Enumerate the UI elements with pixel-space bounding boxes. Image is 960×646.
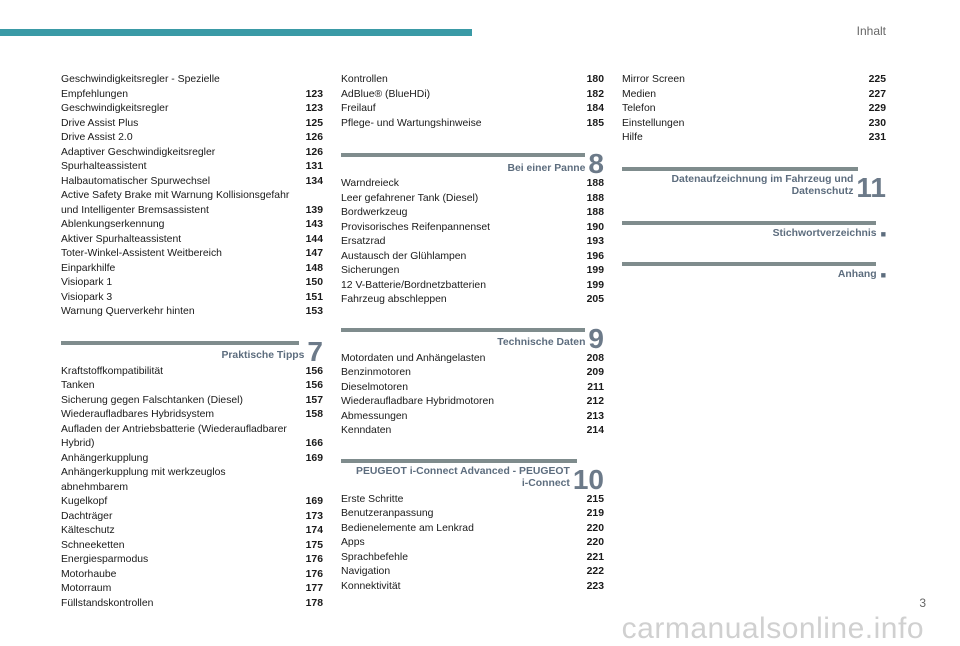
toc-entry-page: 178	[305, 597, 323, 609]
toc-entry-page: 176	[305, 554, 323, 565]
toc-entry-title: Kenndaten	[341, 425, 392, 436]
toc-entry-title: Motorraum	[61, 583, 112, 594]
toc-entry-page: 148	[305, 262, 323, 274]
toc-entry-page: 188	[586, 178, 604, 189]
toc-entry-page: 221	[586, 551, 604, 563]
toc-entry[interactable]	[61, 204, 323, 219]
section-rule	[622, 167, 858, 171]
toc-entry-title: Warndreieck	[341, 178, 399, 189]
toc-entry-page: 182	[586, 88, 604, 100]
toc-entry-title: Anhängerkupplung mit werkzeuglos abnehmbarem	[61, 467, 226, 493]
toc-entry[interactable]	[61, 539, 323, 554]
toc-entry-page: 125	[305, 117, 323, 129]
toc-entry-page: 212	[586, 396, 604, 407]
header-accent-bar	[0, 29, 472, 36]
toc-entry[interactable]	[341, 206, 604, 221]
toc-entry-page: 147	[305, 248, 323, 259]
section-heading-11	[622, 167, 886, 203]
toc-entry-page: 156	[305, 380, 323, 391]
toc-entry-title: Drive Assist Plus	[61, 117, 139, 129]
toc-entry-page: 193	[586, 236, 604, 247]
toc-entry[interactable]	[341, 293, 604, 308]
toc-entry-page: 131	[305, 161, 323, 172]
toc-entry[interactable]	[622, 73, 886, 88]
toc-entry[interactable]	[61, 394, 323, 409]
toc-entry-title: Visiopark 3	[61, 291, 113, 303]
section-title	[672, 167, 854, 199]
section-title-line-2: Datenschutz	[791, 186, 854, 197]
toc-entry[interactable]	[622, 102, 886, 117]
toc-entry-title: Erste Schritte	[341, 493, 404, 505]
toc-entry-page: 139	[305, 204, 323, 216]
toc-entry-title: Geschwindigkeitsregler - Spezielle	[61, 74, 220, 85]
toc-entry-title: Medien	[622, 88, 657, 100]
toc-entry[interactable]	[61, 247, 323, 262]
section-rule	[341, 459, 577, 463]
toc-entry-page: 188	[586, 207, 604, 218]
toc-entry[interactable]	[61, 131, 323, 146]
toc-entry[interactable]	[61, 553, 323, 568]
toc-entry[interactable]	[61, 291, 323, 306]
toc-entry-page: 209	[586, 367, 604, 378]
toc-entry-title: Wiederaufladbare Hybridmotoren	[341, 396, 495, 407]
toc-list	[61, 365, 323, 612]
toc-entry-page: 205	[586, 294, 604, 305]
toc-entry[interactable]	[341, 192, 604, 207]
toc-entry[interactable]	[341, 264, 604, 279]
toc-entry[interactable]	[61, 175, 323, 190]
toc-entry-page: 126	[305, 132, 323, 143]
toc-entry[interactable]	[341, 88, 604, 103]
toc-entry-title: Einstellungen	[622, 117, 685, 129]
toc-entry-title: Halbautomatischer Spurwechsel	[61, 175, 211, 187]
toc-entry-page: 180	[586, 74, 604, 85]
toc-entry-title: Visiopark 1	[61, 277, 113, 288]
toc-entry[interactable]	[61, 423, 323, 438]
toc-entry-title: 12 V-Batterie/Bordnetzbatterien	[341, 279, 486, 291]
section-title: Stichwortverzeichnis	[772, 227, 877, 239]
toc-entry-page: 196	[586, 250, 604, 262]
toc-entry-title: Schneeketten	[61, 539, 125, 551]
toc-entry-page: 153	[305, 306, 323, 317]
toc-entry-title: Mirror Screen	[622, 74, 685, 85]
toc-entry-title: Geschwindigkeitsregler	[61, 103, 169, 114]
toc-entry[interactable]	[341, 536, 604, 551]
toc-list	[341, 352, 604, 439]
toc-entry-title: Leer gefahrener Tank (Diesel)	[341, 192, 479, 204]
toc-column-3	[622, 73, 886, 284]
toc-entry-title: Ablenkungserkennung	[61, 219, 165, 230]
toc-entry-page: 134	[305, 175, 323, 187]
toc-entry[interactable]	[61, 160, 323, 175]
toc-entry-page: 213	[586, 410, 604, 422]
toc-entry-title: Empfehlungen	[61, 88, 129, 100]
toc-entry[interactable]	[61, 218, 323, 233]
toc-entry-title: Konnektivität	[341, 580, 401, 592]
toc-entry-title: Dieselmotoren	[341, 381, 408, 393]
toc-entry-page: 123	[305, 88, 323, 100]
toc-entry-page: 220	[586, 522, 604, 534]
toc-entry-page: 199	[586, 265, 604, 276]
toc-entry[interactable]	[341, 177, 604, 192]
toc-entry-title: Sicherungen	[341, 265, 400, 276]
square-icon: ■	[880, 270, 886, 280]
toc-entry-title: Fahrzeug abschleppen	[341, 294, 447, 305]
toc-entry[interactable]	[341, 580, 604, 595]
toc-column-2	[341, 73, 604, 594]
toc-entry[interactable]	[61, 452, 323, 467]
toc-entry[interactable]	[622, 131, 886, 146]
toc-entry-title: Aktiver Spurhalteassistent	[61, 233, 182, 245]
section-heading-9	[341, 322, 604, 354]
page-title: Inhalt	[856, 24, 886, 38]
toc-entry[interactable]	[341, 522, 604, 537]
toc-entry-page: 231	[868, 132, 886, 143]
toc-entry-page: 214	[586, 425, 604, 436]
toc-list	[622, 73, 886, 146]
toc-entry[interactable]	[61, 408, 323, 423]
toc-entry[interactable]	[341, 493, 604, 508]
section-number: 8	[588, 148, 604, 179]
toc-entry[interactable]	[622, 117, 886, 132]
toc-entry-title: Telefon	[622, 103, 656, 114]
toc-entry-page: 176	[305, 568, 323, 580]
toc-entry-title: Adaptiver Geschwindigkeitsregler	[61, 146, 216, 158]
section-title: Anhang	[837, 269, 877, 280]
toc-entry-title: Sicherung gegen Falschtanken (Diesel)	[61, 394, 243, 406]
toc-entry[interactable]	[341, 250, 604, 265]
section-number: 9	[588, 322, 604, 354]
toc-entry-title: Einparkhilfe	[61, 262, 116, 274]
toc-entry-page: 229	[868, 103, 886, 114]
toc-entry-title: Freilauf	[341, 103, 376, 114]
section-title: Praktische Tipps	[221, 350, 305, 361]
toc-entry-page: 143	[305, 219, 323, 230]
toc-entry-page: 225	[868, 74, 886, 85]
toc-entry[interactable]	[61, 305, 323, 320]
section-title-line-1: Datenaufzeichnung im Fahrzeug und	[671, 173, 854, 185]
toc-entry-page: 184	[586, 103, 604, 114]
toc-entry-title: Navigation	[341, 566, 391, 577]
toc-list	[341, 493, 604, 595]
toc-entry[interactable]	[341, 102, 604, 117]
toc-entry-page: 177	[305, 583, 323, 594]
toc-entry-title: Benzinmotoren	[341, 367, 411, 378]
section-title	[356, 459, 570, 491]
toc-entry-page: 190	[586, 221, 604, 233]
square-icon: ■	[880, 228, 886, 239]
toc-entry-title: Spurhalteassistent	[61, 161, 147, 172]
toc-entry[interactable]	[61, 73, 323, 88]
toc-entry[interactable]	[622, 88, 886, 103]
section-title-line-1: PEUGEOT i-Connect Advanced - PEUGEOT	[356, 465, 570, 477]
toc-entry[interactable]	[341, 507, 604, 522]
toc-entry-page: 173	[305, 510, 323, 522]
toc-entry[interactable]	[61, 466, 323, 495]
toc-entry-page: 174	[305, 525, 323, 536]
toc-entry-title: Kontrollen	[341, 74, 388, 85]
toc-entry-title: Ersatzrad	[341, 236, 386, 247]
toc-entry[interactable]	[61, 568, 323, 583]
toc-entry-title: Aufladen der Antriebsbatterie (Wiederaufladbarer	[61, 423, 287, 435]
toc-entry-page: 222	[586, 566, 604, 577]
section-title: Bei einer Panne	[507, 162, 586, 174]
toc-entry[interactable]	[61, 117, 323, 132]
toc-entry-page: 126	[305, 146, 323, 158]
toc-entry-title: AdBlue® (BlueHDi)	[341, 88, 431, 100]
toc-entry[interactable]	[61, 88, 323, 103]
toc-entry[interactable]	[61, 262, 323, 277]
toc-list	[341, 73, 604, 131]
toc-entry-title: Benutzeranpassung	[341, 508, 434, 519]
toc-entry-title: Wiederaufladbares Hybridsystem	[61, 409, 215, 420]
toc-entry-page: 219	[586, 508, 604, 519]
section-heading-7	[61, 335, 323, 367]
toc-entry[interactable]	[341, 395, 604, 410]
toc-entry-title: Pflege- und Wartungshinweise	[341, 117, 482, 129]
toc-entry-page: 156	[305, 365, 323, 377]
toc-entry[interactable]	[341, 117, 604, 132]
toc-entry-title: Abmessungen	[341, 410, 408, 422]
toc-entry-title: Bedienelemente am Lenkrad	[341, 522, 474, 534]
toc-entry-title: Warnung Querverkehr hinten	[61, 306, 195, 317]
toc-entry-page: 208	[586, 352, 604, 364]
toc-entry-page: 230	[868, 117, 886, 129]
toc-entry-title: Toter-Winkel-Assistent Weitbereich	[61, 248, 222, 259]
toc-entry-title: Kugelkopf	[61, 496, 108, 507]
section-rule	[622, 262, 876, 266]
toc-entry-title: Bordwerkzeug	[341, 207, 408, 218]
section-rule	[341, 153, 585, 157]
toc-entry[interactable]	[341, 221, 604, 236]
toc-entry-title: Füllstandskontrollen	[61, 597, 154, 609]
toc-entry[interactable]	[341, 279, 604, 294]
page-number: 3	[919, 596, 926, 610]
toc-entry-page: 150	[305, 277, 323, 288]
toc-entry-title: Dachträger	[61, 510, 113, 522]
section-rule	[61, 341, 299, 345]
toc-entry-page: 220	[586, 537, 604, 548]
toc-entry-page: 211	[587, 381, 604, 393]
toc-entry-title: Motorhaube	[61, 568, 117, 580]
toc-entry[interactable]	[61, 146, 323, 161]
toc-entry-title: Active Safety Brake mit Warnung Kollisionsgefahr	[61, 190, 290, 201]
toc-entry-page: 215	[586, 493, 604, 505]
toc-entry-page: 169	[305, 452, 323, 464]
toc-entry[interactable]	[341, 235, 604, 250]
toc-entry-title: und Intelligenter Bremsassistent	[61, 204, 209, 216]
toc-entry-title: Energiesparmodus	[61, 554, 149, 565]
toc-entry[interactable]	[61, 233, 323, 248]
toc-entry[interactable]	[61, 495, 323, 510]
toc-entry-page: 157	[305, 394, 323, 406]
toc-entry-page: 158	[305, 409, 323, 420]
section-heading-appendix	[622, 262, 886, 282]
section-title: Technische Daten	[497, 337, 586, 348]
toc-entry[interactable]	[341, 424, 604, 439]
toc-entry[interactable]	[341, 366, 604, 381]
section-number: 11	[856, 171, 886, 203]
toc-entry-page: 199	[586, 279, 604, 291]
section-number: 10	[572, 463, 604, 495]
toc-entry[interactable]	[61, 437, 323, 452]
toc-entry[interactable]	[61, 582, 323, 597]
toc-entry-page: 166	[305, 438, 323, 449]
toc-entry[interactable]	[61, 365, 323, 380]
toc-entry-page: 169	[305, 496, 323, 507]
section-rule	[341, 328, 585, 332]
section-title-line-2: i-Connect	[521, 478, 570, 489]
toc-entry-title: Sprachbefehle	[341, 551, 409, 563]
section-number: 7	[307, 335, 323, 367]
toc-entry[interactable]	[61, 276, 323, 291]
toc-list	[61, 73, 323, 320]
toc-entry-page: 227	[868, 88, 886, 100]
section-heading-10	[341, 459, 604, 495]
toc-entry-title: Hybrid)	[61, 438, 95, 449]
toc-entry[interactable]	[341, 565, 604, 580]
toc-entry[interactable]	[341, 73, 604, 88]
section-rule	[622, 221, 876, 225]
toc-entry[interactable]	[341, 551, 604, 566]
section-heading-8	[341, 148, 604, 179]
toc-entry[interactable]	[61, 597, 323, 612]
toc-entry[interactable]	[341, 352, 604, 367]
toc-entry-page: 151	[305, 291, 323, 303]
toc-entry[interactable]	[61, 189, 323, 204]
toc-entry-title: Motordaten und Anhängelasten	[341, 352, 486, 364]
toc-entry-title: Hilfe	[622, 132, 643, 143]
toc-entry-title: Drive Assist 2.0	[61, 132, 133, 143]
toc-entry-page: 185	[586, 117, 604, 129]
toc-entry-page: 175	[305, 539, 323, 551]
toc-entry-title: Apps	[341, 537, 365, 548]
toc-entry[interactable]	[61, 379, 323, 394]
section-heading-index	[622, 221, 886, 241]
toc-entry-page: 144	[305, 233, 323, 245]
toc-entry[interactable]	[61, 510, 323, 525]
toc-entry-page: 188	[586, 192, 604, 204]
toc-entry-title: Tanken	[61, 380, 95, 391]
toc-entry-title: Kraftstoffkompatibilität	[61, 365, 164, 377]
toc-entry[interactable]	[61, 524, 323, 539]
toc-entry-page: 223	[586, 580, 604, 592]
toc-entry-title: Anhängerkupplung	[61, 452, 149, 464]
toc-entry-title: Provisorisches Reifenpannenset	[341, 221, 491, 233]
toc-entry[interactable]	[341, 381, 604, 396]
watermark: carmanualsonline.info	[621, 612, 924, 645]
toc-entry-title: Kälteschutz	[61, 525, 115, 536]
toc-column-1	[61, 73, 323, 611]
toc-entry[interactable]	[341, 410, 604, 425]
toc-entry-page: 123	[305, 103, 323, 114]
toc-entry-title: Austausch der Glühlampen	[341, 250, 467, 262]
toc-list	[341, 177, 604, 308]
toc-entry[interactable]	[61, 102, 323, 117]
